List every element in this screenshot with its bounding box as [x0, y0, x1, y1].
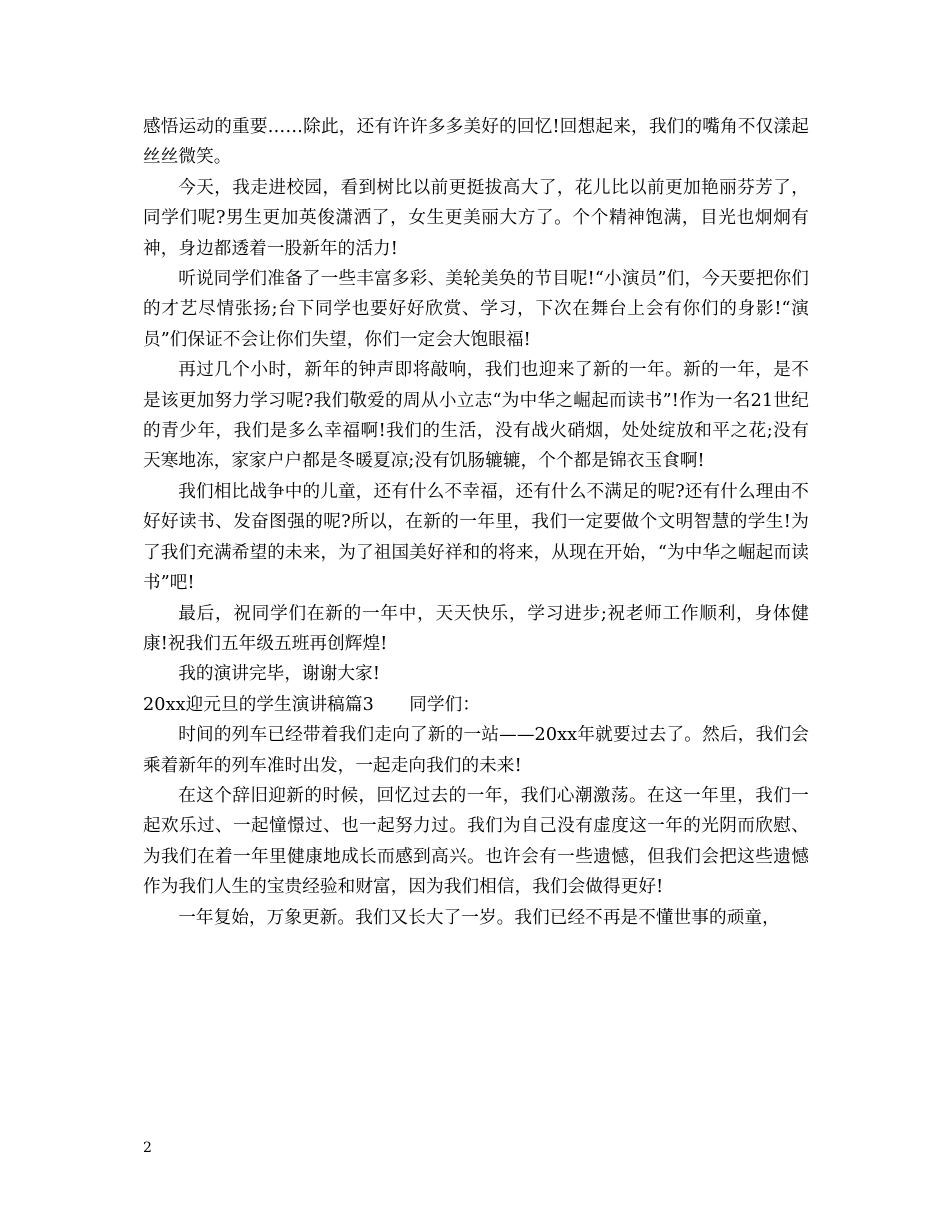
page-number: 2 [143, 1140, 152, 1156]
paragraph-1: 感悟运动的重要……除此，还有许许多多美好的回忆!回想起来，我们的嘴角不仅漾起丝丝微笑。 [143, 117, 809, 168]
paragraph-9: 时间的列车已经带着我们走向了新的一站——20xx年就要过去了。然后，我们会乘着新年的列车准时出发，一起走向我们的未来! [143, 725, 809, 776]
paragraph-2: 今天，我走进校园，看到树比以前更挺拔高大了，花儿比以前更加艳丽芬芳了，同学们呢?男生更加英俊潇洒了，女生更美丽大方了。个个精神饱满，目光也炯炯有神，身边都透着一股新年的活力! [143, 177, 809, 259]
paragraph-10: 在这个辞旧迎新的时候，回忆过去的一年，我们心潮激荡。在这一年里，我们一起欢乐过、一起憧憬过、也一起努力过。我们为自己没有虚度这一年的光阴而欣慰、为我们在着一年里健康地成长而感到高兴。也许会有一些遗憾，但我们会把这些遗憾作为我们人生的宝贵经验和财富，因为我们相信，我们会做得更好! [143, 785, 809, 898]
paragraph-5: 我们相比战争中的儿童，还有什么不幸福，还有什么不满足的呢?还有什么理由不好好读书、发奋图强的呢?所以，在新的一年里，我们一定要做个文明智慧的学生!为了我们充满希望的未来，为了祖国美好祥和的将来，从现在开始，“为中华之崛起而读书”吧! [143, 481, 809, 594]
paragraph-6: 最后，祝同学们在新的一年中，天天快乐，学习进步;祝老师工作顺利，身体健康!祝我们五年级五班再创辉煌! [143, 603, 809, 654]
paragraph-4: 再过几个小时，新年的钟声即将敲响，我们也迎来了新的一年。新的一年，是不是该更加努力学习呢?我们敬爱的周从小立志“为中华之崛起而读书”!作为一名21世纪的青少年，我们是多么幸福啊!我们的生活，没有战火硝烟，处处绽放和平之花;没有天寒地冻，家家户户都是冬暖夏凉;没有饥肠辘辘，个个都是锦衣玉食啊! [143, 360, 809, 472]
paragraph-3: 听说同学们准备了一些丰富多彩、美轮美奂的节目呢!“小演员”们，今天要把你们的才艺尽情张扬;台下同学也要好好欣赏、学习，下次在舞台上会有你们的身影!“演员”们保证不会让你们失望，你们一定会大饱眼福! [143, 269, 809, 350]
paragraph-11: 一年复始，万象更新。我们又长大了一岁。我们已经不再是不懂世事的顽童， [178, 907, 780, 928]
section-heading: 20xx迎元旦的学生演讲稿篇3 同学们： [143, 694, 481, 715]
document-page [143, 112, 809, 933]
paragraph-7: 我的演讲完毕，谢谢大家! [178, 664, 380, 685]
